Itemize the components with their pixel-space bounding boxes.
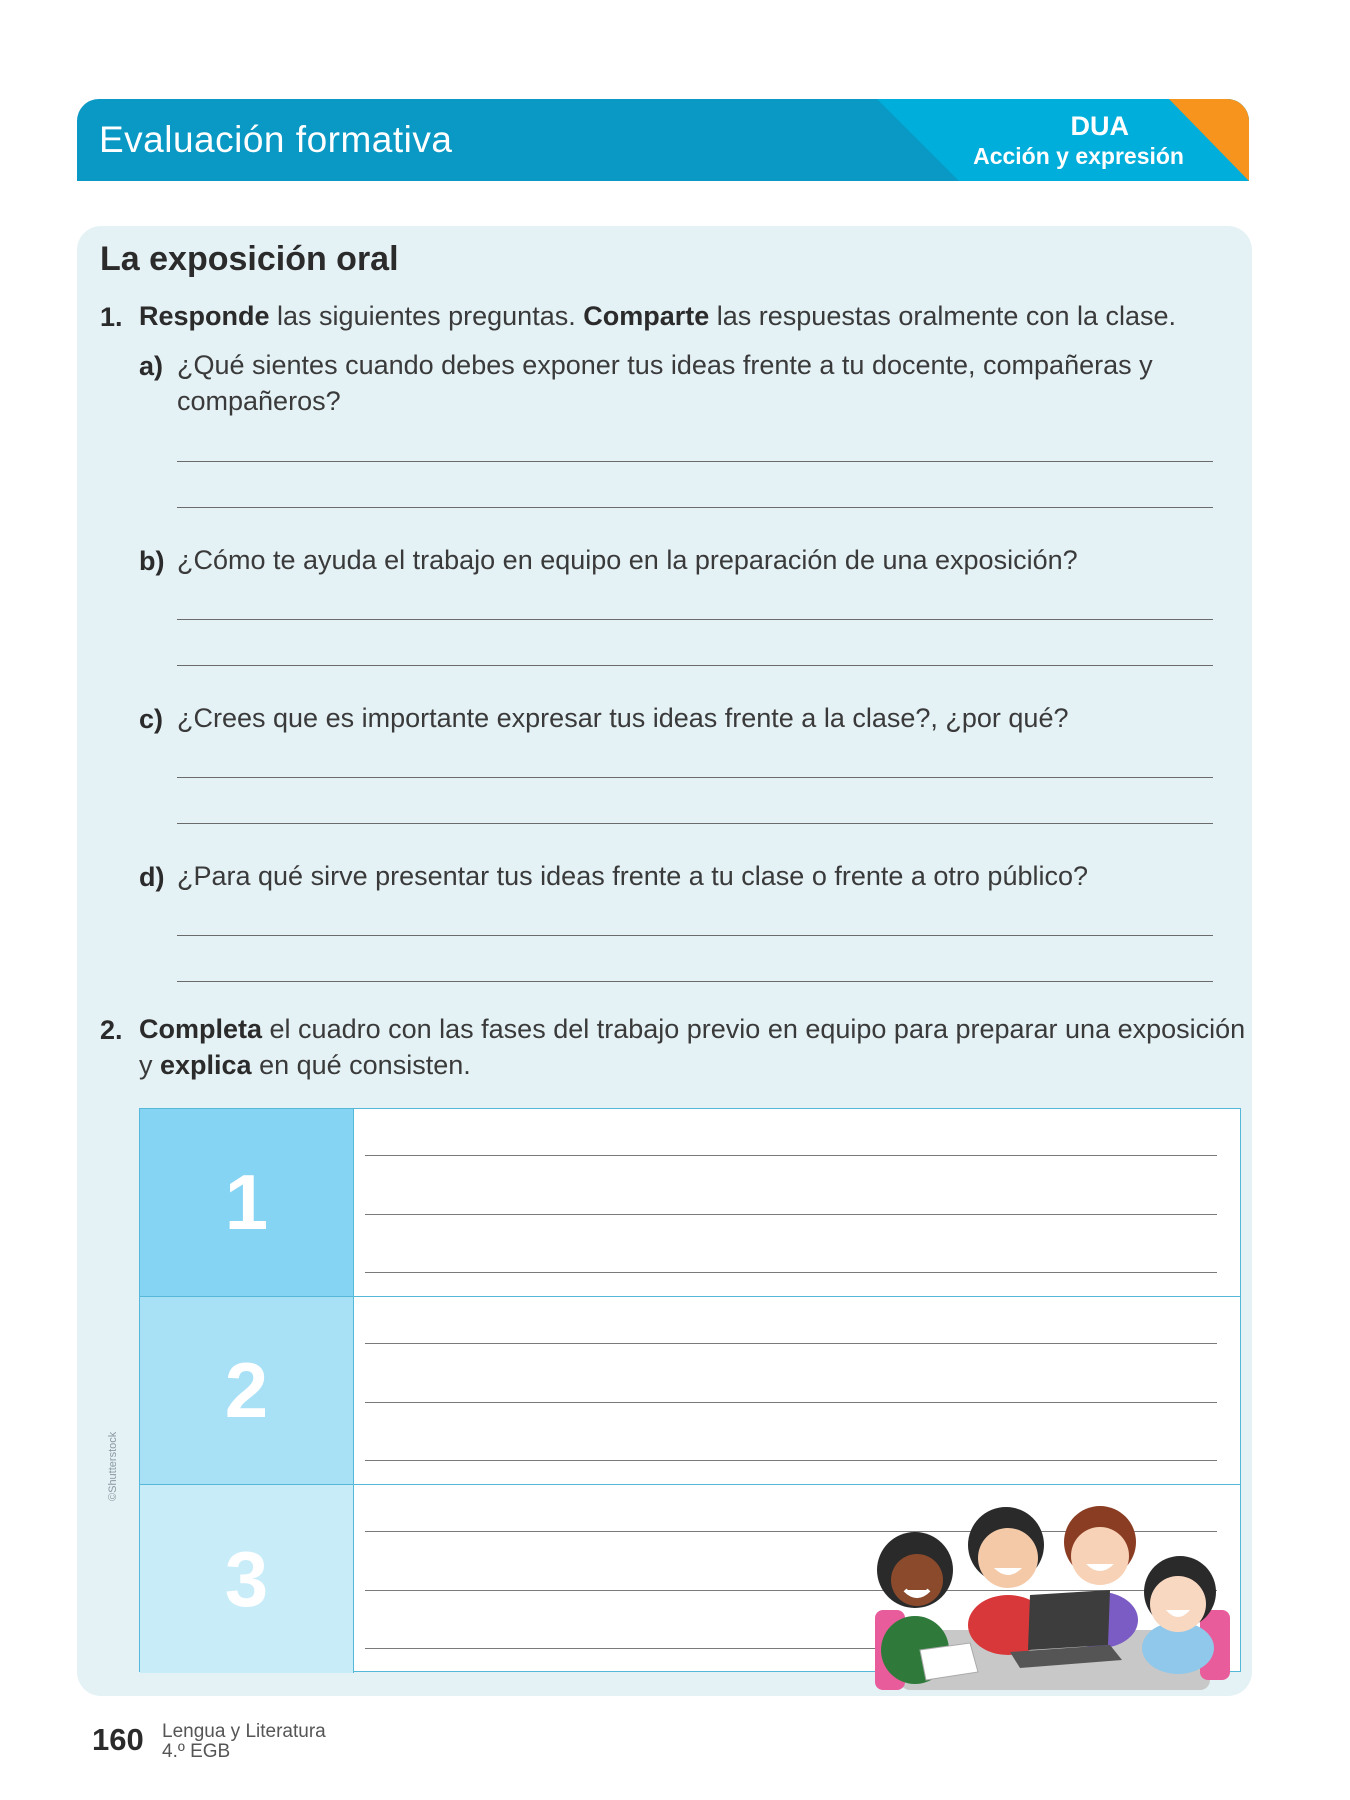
q1-verb-comparte: Comparte xyxy=(583,301,710,331)
q2-verb-completa: Completa xyxy=(139,1014,263,1044)
activity-panel xyxy=(77,226,1252,1696)
phase-row-1 xyxy=(140,1109,1240,1297)
phase-2-line-2[interactable] xyxy=(365,1402,1217,1403)
answer-line-a-1[interactable] xyxy=(177,461,1213,462)
item-c-label: c) xyxy=(139,704,164,734)
phase-2-line-1[interactable] xyxy=(365,1343,1217,1344)
item-d-question: ¿Para qué sirve presentar tus ideas frente a tu clase o frente a otro público? xyxy=(177,861,1089,891)
item-d-label: d) xyxy=(139,862,165,892)
q1-verb-responde: Responde xyxy=(139,301,270,331)
q2-text-1: el cuadro con las fases del trabajo previo en equipo para preparar una exposición xyxy=(262,1014,1246,1044)
item-a-line-2: compañeros? xyxy=(177,386,341,416)
image-credit: ©Shutterstock xyxy=(107,1431,119,1501)
answer-line-a-2[interactable] xyxy=(177,507,1213,508)
question-1-text xyxy=(139,298,1176,334)
answer-line-b-2[interactable] xyxy=(177,665,1213,666)
answer-line-c-1[interactable] xyxy=(177,777,1213,778)
item-c-question: ¿Crees que es importante expresar tus ideas frente a la clase?, ¿por qué? xyxy=(177,703,1069,733)
phase-number-1: 1 xyxy=(140,1109,354,1296)
header-banner xyxy=(77,99,1249,181)
footer-grade: 4.º EGB xyxy=(162,1741,231,1762)
item-b-label: b) xyxy=(139,546,165,576)
question-1-number: 1. xyxy=(100,302,123,332)
section-title: La exposición oral xyxy=(100,240,399,278)
phase-number-3: 3 xyxy=(140,1485,354,1673)
answer-line-d-1[interactable] xyxy=(177,935,1213,936)
question-2-number: 2. xyxy=(100,1015,123,1045)
item-a-label: a) xyxy=(139,351,164,381)
header-title: Evaluación formativa xyxy=(99,119,453,160)
answer-line-d-2[interactable] xyxy=(177,981,1213,982)
dua-badge xyxy=(877,99,1249,181)
footer-subject-name: Lengua y Literatura xyxy=(162,1721,326,1742)
question-2-text xyxy=(139,1011,1245,1083)
phase-1-line-2[interactable] xyxy=(365,1214,1217,1215)
answer-line-c-2[interactable] xyxy=(177,823,1213,824)
phase-1-line-3[interactable] xyxy=(365,1272,1217,1273)
item-a-question xyxy=(177,347,1153,419)
page-number: 160 xyxy=(92,1722,144,1757)
dua-title: DUA xyxy=(1070,111,1129,141)
q2-verb-explica: explica xyxy=(160,1050,252,1080)
kids-with-laptop-illustration xyxy=(860,1500,1250,1700)
phase-number-2: 2 xyxy=(140,1297,354,1484)
phase-1-line-1[interactable] xyxy=(365,1155,1217,1156)
item-a-line-1: ¿Qué sientes cuando debes exponer tus ideas frente a tu docente, compañeras y xyxy=(177,350,1153,380)
dua-subtitle: Acción y expresión xyxy=(973,143,1184,169)
item-b-question: ¿Cómo te ayuda el trabajo en equipo en la preparación de una exposición? xyxy=(177,545,1078,575)
footer-subject xyxy=(162,1722,326,1762)
q1-text-1: las siguientes preguntas. xyxy=(269,301,584,331)
q1-text-2: las respuestas oralmente con la clase. xyxy=(709,301,1177,331)
phase-2-line-3[interactable] xyxy=(365,1460,1217,1461)
phase-row-2 xyxy=(140,1297,1240,1485)
q2-text-2: en qué consisten. xyxy=(251,1050,471,1080)
answer-line-b-1[interactable] xyxy=(177,619,1213,620)
q2-prefix-2: y xyxy=(139,1050,161,1080)
